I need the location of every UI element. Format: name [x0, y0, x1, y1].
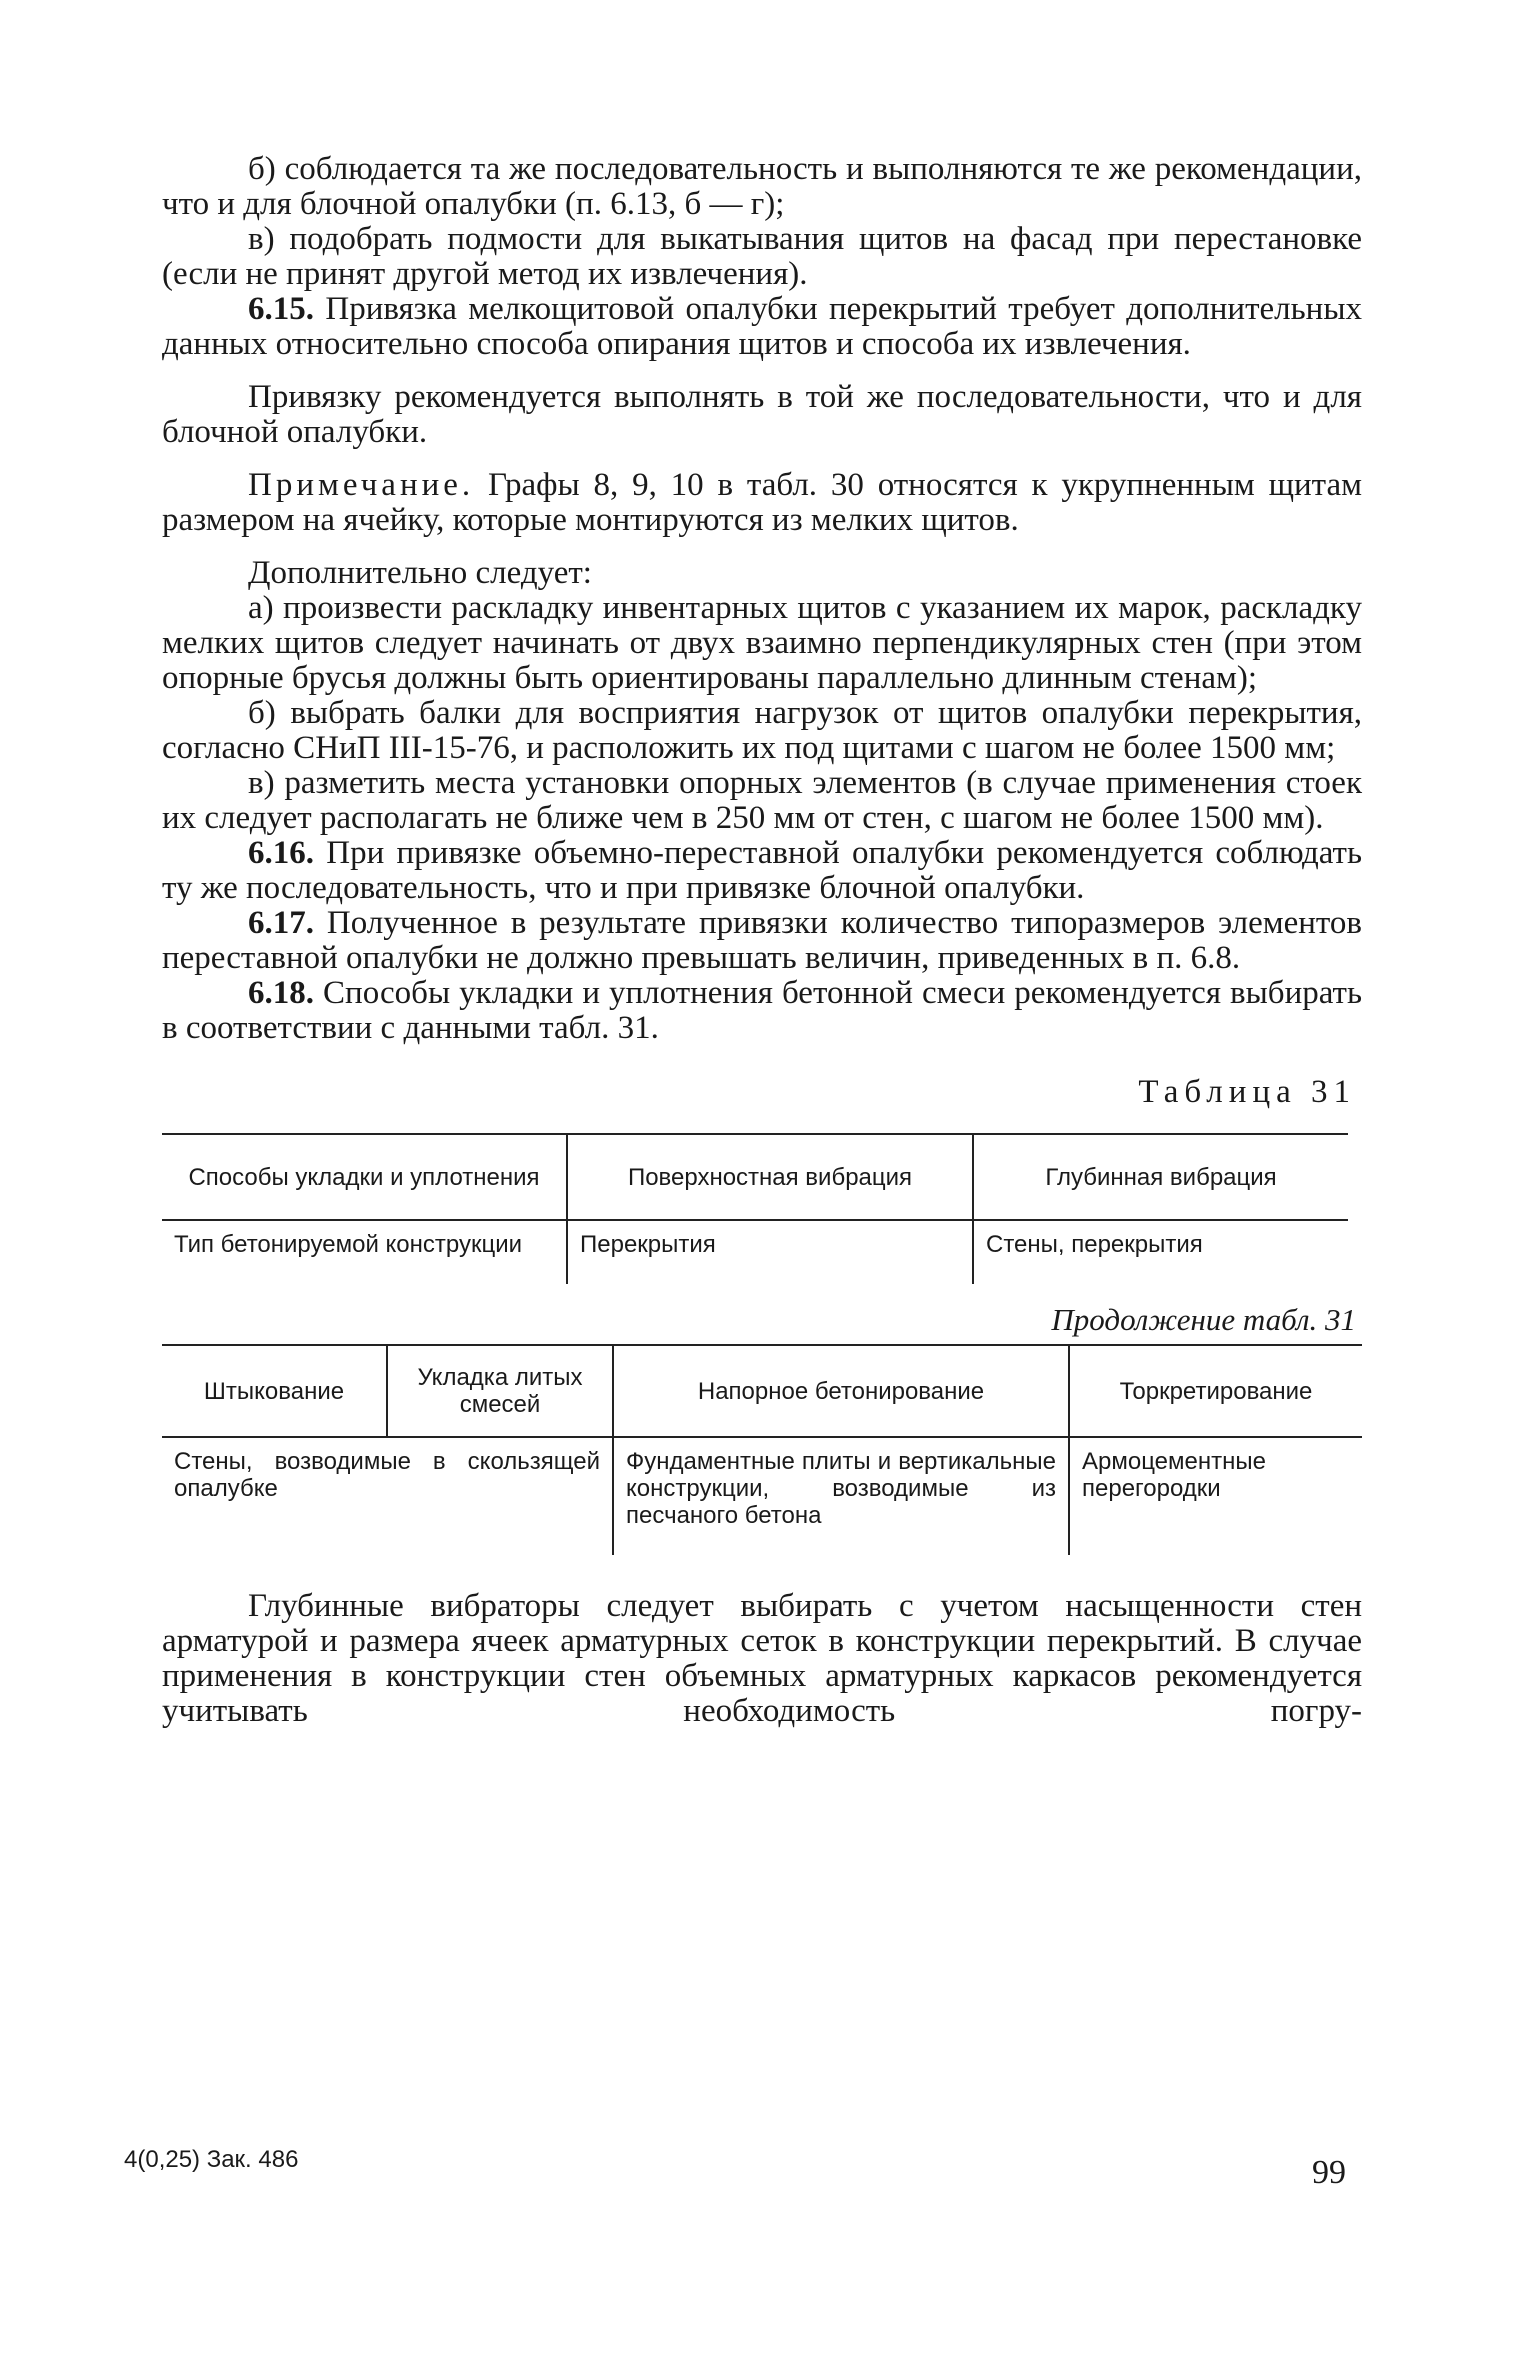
- print-info: 4(0,25) Зак. 486: [124, 2146, 299, 2173]
- paragraph-b-beams: б) выбрать балки для восприятия нагрузок от щитов опалубки перекрытия, согласно СНиП III-15-76, и расположить их под щитами с шагом не более 1500 мм;: [162, 695, 1362, 766]
- header-cell: Торкретирование: [1069, 1345, 1362, 1437]
- clause-text: Способы укладки и уплотнения бетонной смеси рекомендуется выбирать в соответствии с данными табл. 31.: [162, 975, 1362, 1046]
- header-cell: Укладка литых смесей: [387, 1345, 613, 1437]
- paragraph-deep-vibrators: Глубинные вибраторы следует выбирать с учетом насыщенности стен арматурой и размера ячеек арматурных сеток в конструкции перекрытий. В случае применения в конструкции стен объемных арматурных каркасов рекомендуется учитывать необходимость погру-: [162, 1588, 1362, 1729]
- paragraph-additionally: Дополнительно следует:: [248, 555, 592, 591]
- paragraph-6-16: [162, 836, 1362, 906]
- header-cell: Способы укладки и уплотнения: [162, 1134, 567, 1220]
- table-cell: Перекрытия: [567, 1220, 973, 1284]
- clause-number: 6.17.: [248, 905, 314, 941]
- paragraph-6-15: [162, 292, 1362, 362]
- clause-number: 6.15.: [248, 291, 314, 327]
- clause-number: 6.18.: [248, 975, 314, 1011]
- table-31-caption: Таблица 31: [1138, 1074, 1356, 1110]
- paragraph-b-sequence: б) соблюдается та же последовательность и выполняются те же рекомендации, что и для блочной опалубки (п. 6.13, б — г);: [162, 151, 1362, 222]
- note-label: Примечание.: [248, 467, 475, 503]
- paragraph-v-scaffolding: в) подобрать подмости для выкатывания щитов на фасад при перестановке (если не принят другой метод их извлечения).: [162, 221, 1362, 292]
- table-row: [162, 1437, 1362, 1555]
- paragraph-v-supports: в) разметить места установки опорных элементов (в случае применения стоек их следует располагать не ближе чем в 250 мм от стен, с шагом не более 1500 мм).: [162, 765, 1362, 836]
- paragraph-a-layout: а) произвести раскладку инвентарных щитов с указанием их марок, раскладку мелких щитов следует начинать от двух взаимно перпендикулярных стен (при этом опорные брусья должны быть ориентированы параллельно длинным стенам);: [162, 590, 1362, 696]
- clause-number: 6.16.: [248, 835, 314, 871]
- table-header-row: [162, 1134, 1348, 1220]
- table-cell: Стены, перекрытия: [973, 1220, 1348, 1284]
- clause-text: Привязка мелкощитовой опалубки перекрытий требует дополнительных данных относительно способа опирания щитов и способа их извлечения.: [162, 291, 1362, 362]
- header-cell: Штыкование: [162, 1345, 387, 1437]
- document-page: [162, 152, 1362, 1729]
- note-paragraph: [162, 468, 1362, 538]
- note-text: Графы 8, 9, 10 в табл. 30 относятся к укрупненным щитам размером на ячейку, которые монтируются из мелких щитов.: [162, 467, 1363, 538]
- header-cell: Поверхностная вибрация: [567, 1134, 973, 1220]
- page-footer: [124, 2146, 1366, 2196]
- table-row: [162, 1220, 1348, 1284]
- header-cell: Напорное бетонирование: [613, 1345, 1069, 1437]
- clause-text: Полученное в результате привязки количество типоразмеров элементов переставной опалубки не должно превышать величин, приведенных в п. 6.8.: [162, 905, 1362, 976]
- clause-text: При привязке объемно-переставной опалубки рекомендуется соблюдать ту же последовательность, что и при привязке блочной опалубки.: [162, 835, 1363, 906]
- paragraph-6-18: [162, 976, 1362, 1046]
- paragraph-6-17: [162, 906, 1362, 976]
- table-header-row: [162, 1345, 1362, 1437]
- table-cell: Армоцементные перегородки: [1069, 1437, 1362, 1555]
- table-31: [162, 1133, 1348, 1284]
- table-cell: Стены, возводимые в скользящей опалубке: [174, 1448, 600, 1502]
- table-cell: Тип бетонируемой конструкции: [174, 1231, 523, 1258]
- header-cell: Глубинная вибрация: [973, 1134, 1348, 1220]
- page-number: 99: [1312, 2154, 1346, 2191]
- table-31-continuation-caption: Продолжение табл. 31: [1051, 1302, 1356, 1337]
- table-31-continuation: [162, 1344, 1362, 1555]
- paragraph-binding-sequence: Привязку рекомендуется выполнять в той же последовательности, что и для блочной опалубки.: [162, 379, 1362, 450]
- table-cell: Фундаментные плиты и вертикальные конструкции, возводимые из песчаного бетона: [613, 1437, 1069, 1555]
